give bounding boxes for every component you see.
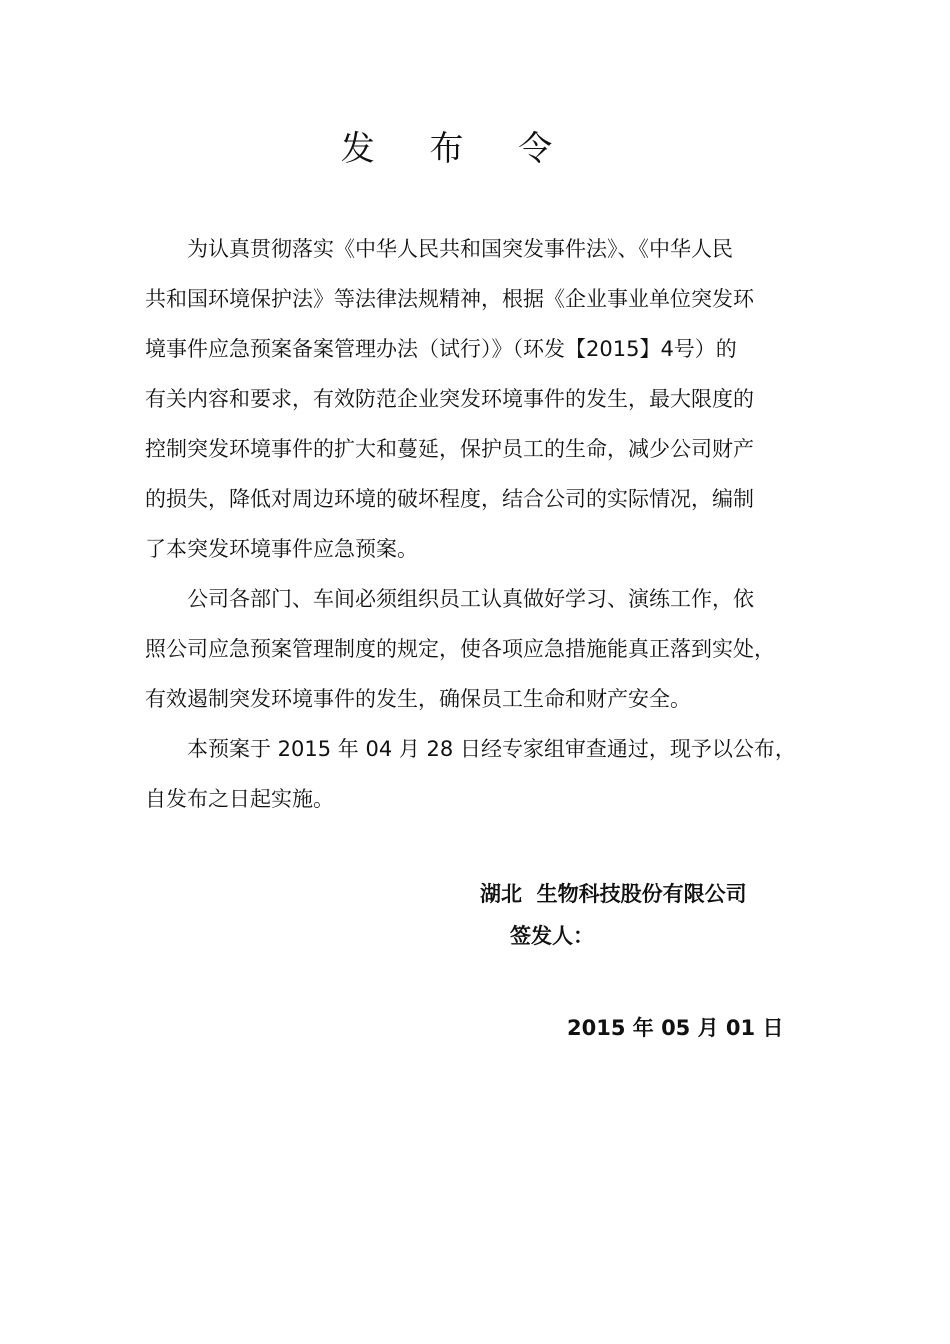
paragraph-line: 公司各部门、车间必须组织员工认真做好学习、演练工作，依 [187, 587, 754, 611]
paragraph-line: 为认真贯彻落实《中华人民共和国突发事件法》、《中华人民 [187, 237, 733, 261]
signature-signer-label: 签发人： [510, 924, 594, 948]
paragraph-1 [145, 224, 821, 574]
paragraph-3 [145, 724, 821, 824]
signature-company: 湖北 生物科技股份有限公司 [480, 882, 747, 906]
paragraph-line: 控制突发环境事件的扩大和蔓延，保护员工的生命，减少公司财产 [145, 437, 754, 461]
paragraph-2 [145, 574, 821, 724]
signature-date: 2015 年 05 月 01 日 [567, 1016, 784, 1040]
paragraph-line: 照公司应急预案管理制度的规定，使各项应急措施能真正落到实处， [145, 637, 775, 661]
paragraph-line: 有效遏制突发环境事件的发生，确保员工生命和财产安全。 [145, 687, 691, 711]
document-title: 发 布 令 [340, 129, 575, 169]
paragraph-line: 了本突发环境事件应急预案。 [145, 537, 418, 561]
paragraph-line: 境事件应急预案备案管理办法（试行）》（环发【2015】4号）的 [145, 337, 737, 361]
document-body [145, 224, 821, 824]
paragraph-line: 共和国环境保护法》等法律法规精神，根据《企业事业单位突发环 [145, 287, 754, 311]
paragraph-line: 有关内容和要求，有效防范企业突发环境事件的发生，最大限度的 [145, 387, 754, 411]
paragraph-line: 自发布之日起实施。 [145, 787, 334, 811]
paragraph-line: 的损失，降低对周边环境的破坏程度，结合公司的实际情况，编制 [145, 487, 754, 511]
paragraph-line: 本预案于 2015 年 04 月 28 日经专家组审查通过，现予以公布， [187, 737, 796, 761]
